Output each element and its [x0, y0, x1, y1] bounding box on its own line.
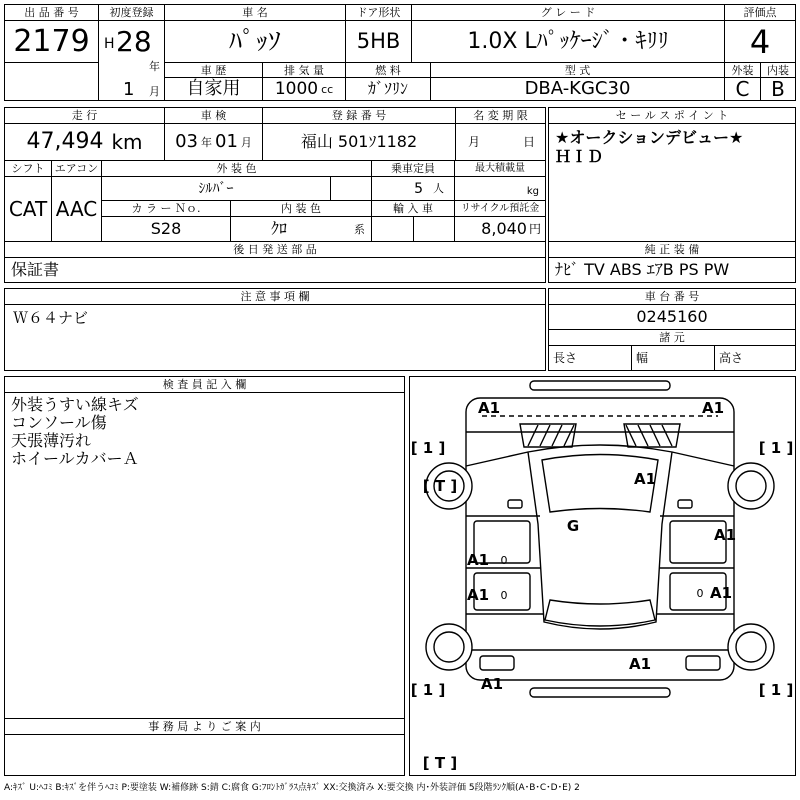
capacity-unit: 人 — [433, 182, 444, 195]
damage-mark: A1 — [628, 655, 652, 673]
name-change-day-unit: 日 — [522, 135, 535, 149]
equipment-value: ﾅﾋﾞ TV ABS ｴｱB PS PW — [548, 257, 796, 283]
parts-value: 保証書 — [4, 257, 546, 283]
damage-mark: A1 — [713, 526, 737, 544]
max-load-label: 最大積載量 — [454, 160, 546, 177]
name-change-label: 名 変 期 限 — [455, 107, 546, 124]
registration-value: 福山 501ｿ1182 — [262, 123, 456, 161]
inspection-year-unit: 年 — [201, 135, 212, 149]
fuel-value: ｶﾞｿﾘﾝ — [345, 77, 431, 101]
right-front-pillar — [672, 452, 734, 466]
car-damage-diagram — [409, 376, 796, 775]
front-right-wheel — [728, 463, 774, 509]
displacement-unit: cc — [321, 82, 334, 96]
lot-blank — [4, 62, 99, 101]
exterior-color-blank — [330, 176, 372, 201]
aircon-value: AAC — [51, 176, 102, 242]
door-label: ドア形状 — [345, 4, 412, 21]
office-body — [4, 734, 405, 776]
displacement-value: 1000 — [274, 78, 319, 99]
name-change-box — [455, 123, 546, 161]
color-no-value: S28 — [101, 216, 231, 242]
color-no-label: カ ラ ー Ｎｏ. — [101, 200, 231, 217]
history-value: 自家用 — [164, 77, 263, 101]
damage-mark: A1 — [701, 399, 725, 417]
damage-mark: G — [566, 517, 580, 535]
first-reg-box — [98, 20, 165, 101]
mileage-box — [4, 123, 165, 161]
aircon-label: エアコン — [51, 160, 102, 177]
rear-right-wheel — [728, 624, 774, 670]
capacity-value: 5 — [414, 180, 423, 197]
specs-length: 長さ — [548, 345, 632, 371]
rear-window — [545, 600, 655, 626]
inspection-month: 01 — [215, 131, 238, 152]
specs-width: 幅 — [631, 345, 715, 371]
damage-mark: [ 1 ] — [410, 681, 446, 699]
mileage-value: 47,494 — [26, 129, 104, 154]
car-name-value: ﾊﾟｯｿ — [164, 20, 346, 63]
inspector-line: ホイールカバーＡ — [11, 449, 139, 468]
inspector-line: コンソール傷 — [11, 413, 107, 432]
car-name-label: 車 名 — [164, 4, 346, 21]
grade-label: グ レ ー ド — [411, 4, 725, 21]
damage-mark: 0 — [500, 589, 508, 602]
notes-label: 注 意 事 項 欄 — [4, 288, 546, 305]
mileage-label: 走 行 — [4, 107, 165, 124]
right-mirror — [678, 500, 692, 508]
capacity-box — [371, 176, 455, 201]
capacity-label: 乗車定員 — [371, 160, 455, 177]
inspector-line: 外装うすい線キズ — [11, 395, 139, 414]
recycle-label: リサイクル預託金 — [454, 200, 546, 217]
import-box-1 — [371, 216, 414, 242]
damage-mark: A1 — [480, 675, 504, 693]
ext-grade-value: C — [724, 77, 761, 101]
inspector-line: 天張薄汚れ — [11, 431, 92, 450]
left-tail-light — [480, 656, 514, 670]
score-value: 4 — [724, 20, 796, 63]
damage-mark: [ 1 ] — [758, 681, 794, 699]
registration-label: 登 録 番 号 — [262, 107, 456, 124]
exterior-color-value: ｼﾙﾊﾞｰ — [101, 176, 331, 201]
body-outline — [466, 398, 737, 680]
damage-mark: [ T ] — [422, 754, 458, 772]
lot-number: 2179 — [4, 20, 99, 63]
inspection-box — [164, 123, 263, 161]
history-label: 車 歴 — [164, 62, 263, 78]
specs-label: 諸 元 — [548, 329, 796, 346]
shift-label: シフト — [4, 160, 52, 177]
inspection-month-unit: 月 — [240, 135, 252, 149]
damage-mark: 0 — [500, 554, 508, 567]
sales-point-label: セ ー ル ス ポ イ ン ト — [548, 107, 796, 124]
left-front-pillar — [466, 452, 528, 466]
damage-mark: A1 — [633, 470, 657, 488]
inspection-label: 車 検 — [164, 107, 263, 124]
sales-point-line: ★オークションデビュー★ — [555, 128, 744, 147]
inspector-label: 検 査 員 記 入 欄 — [4, 376, 405, 393]
equipment-label: 純 正 装 備 — [548, 241, 796, 258]
import-label: 輸 入 車 — [371, 200, 455, 217]
first-reg-month-unit: 月 — [149, 85, 160, 98]
shift-value: CAT — [4, 176, 52, 242]
inspection-year: 03 — [175, 131, 198, 152]
damage-map — [409, 376, 796, 776]
fuel-label: 燃 料 — [345, 62, 431, 78]
model-label: 型 式 — [430, 62, 725, 78]
right-headlight-hatch — [626, 425, 672, 446]
interior-color-label: 内 装 色 — [230, 200, 372, 217]
damage-mark: A1 — [709, 584, 733, 602]
front-bumper — [530, 381, 670, 390]
max-load-unit: kg — [454, 176, 546, 201]
right-tail-light — [686, 656, 720, 670]
office-label: 事 務 局 よ り ご 案 内 — [4, 718, 405, 735]
recycle-value: 8,040 — [481, 219, 527, 238]
left-mirror — [508, 500, 522, 508]
displacement-label: 排 気 量 — [262, 62, 346, 78]
damage-mark: [ T ] — [422, 477, 458, 495]
chassis-label: 車 台 番 号 — [548, 288, 796, 305]
recycle-unit: 円 — [528, 222, 541, 236]
notes-body — [4, 304, 546, 371]
first-reg-month: 1 — [123, 79, 135, 100]
damage-mark: [ 1 ] — [410, 439, 446, 457]
displacement-box — [262, 77, 346, 101]
rear-left-wheel — [426, 624, 472, 670]
damage-legend: A:ｷｽﾞ U:ﾍｺﾐ B:ｷｽﾞを伴うﾍｺﾐ P:要塗装 W:補修跡 S:錆 C:腐食 G:ﾌﾛﾝﾄｶﾞﾗｽ点ｷｽﾞ XX:交換済み X:要交換 内･外装評価 5段階ﾗﾝｸ順(A･B･C･D･E) 2 — [4, 783, 580, 793]
parts-label: 後 日 発 送 部 品 — [4, 241, 546, 258]
lot-label: 出 品 番 号 — [4, 4, 99, 21]
first-reg-era: H — [104, 36, 115, 52]
sales-point-body — [548, 123, 796, 242]
chassis-value: 0245160 — [548, 304, 796, 330]
exterior-color-label: 外 装 色 — [101, 160, 372, 177]
import-box-2 — [413, 216, 455, 242]
interior-color-value: ｸﾛ — [271, 219, 288, 238]
first-reg-year-unit: 年 — [149, 60, 160, 73]
damage-mark: 0 — [696, 587, 704, 600]
mileage-unit: km — [111, 130, 143, 154]
interior-color-unit: 系 — [354, 222, 365, 236]
notes-value: Ｗ６４ナビ — [13, 309, 89, 327]
damage-mark: [ 1 ] — [758, 439, 794, 457]
sales-point-line: ＨＩＤ — [555, 147, 604, 166]
score-label: 評価点 — [724, 4, 796, 21]
first-reg-label: 初度登録 — [98, 4, 165, 21]
int-grade-label: 内装 — [760, 62, 796, 78]
rear-bumper — [530, 688, 670, 697]
ext-grade-label: 外装 — [724, 62, 761, 78]
damage-mark: A1 — [466, 551, 490, 569]
grade-value: 1.0X Lﾊﾟｯｹｰｼﾞ・ｷﾘﾘ — [411, 20, 725, 63]
damage-mark: A1 — [477, 399, 501, 417]
name-change-month-unit: 月 — [468, 135, 481, 149]
recycle-box — [454, 216, 546, 242]
first-reg-year: 28 — [116, 25, 152, 58]
damage-mark: A1 — [466, 586, 490, 604]
model-value: DBA-KGC30 — [430, 77, 725, 101]
specs-height: 高さ — [714, 345, 796, 371]
door-value: 5HB — [345, 20, 412, 63]
left-headlight-hatch — [528, 425, 574, 446]
inspector-body — [4, 392, 405, 719]
int-grade-value: B — [760, 77, 796, 101]
interior-color-box — [230, 216, 372, 242]
